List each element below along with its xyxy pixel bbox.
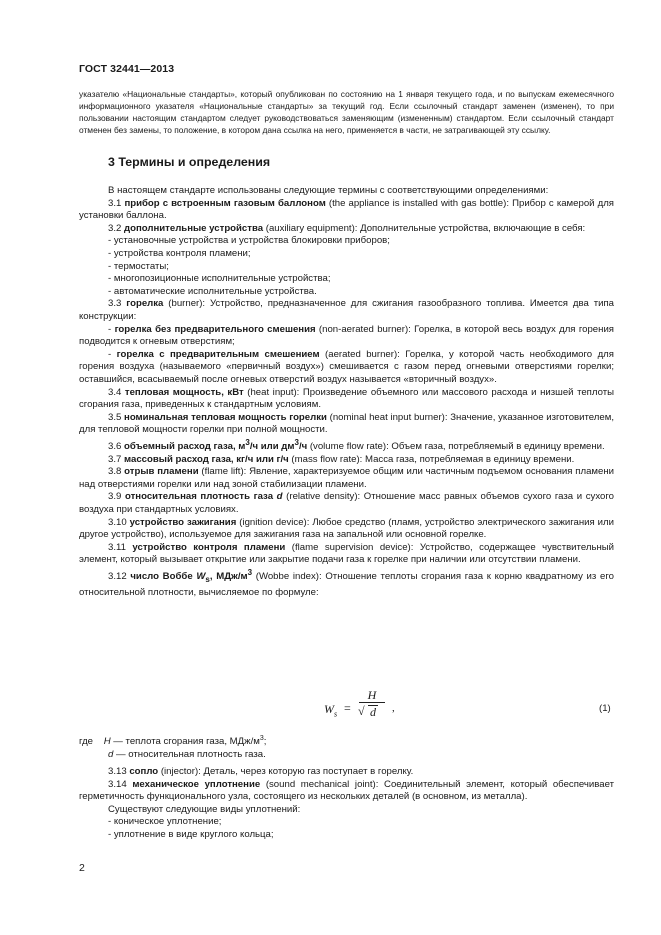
terms-lead: В настоящем стандарте использованы следующие термины с соответствующими определениями: — [108, 185, 549, 196]
wobbe-formula: $W_s$ = H √ d , — [324, 688, 395, 719]
sqrt-icon: √ — [358, 704, 365, 718]
page-number: 2 — [79, 862, 85, 874]
list-item: - устройства контроля пламени; — [108, 247, 251, 259]
list-item: - установочные устройства и устройства блокировки приборов; — [108, 235, 390, 247]
term-3-10: 3.10 устройство зажигания (ignition device): Любое средство (пламя, устройство электрического зажигания или другое устройство), используемое для зажигания газа на запальной или основной горелке. — [79, 516, 614, 541]
section-title: 3 Термины и определения — [108, 155, 271, 169]
where-block — [79, 733, 614, 761]
term-3-13: 3.13 сопло (injector): Деталь, через которую газ поступает в горелку. — [108, 766, 414, 777]
term-3-4: 3.4 тепловая мощность, кВт (heat input): Произведение объемного или массового расхода и низшей теплоты сгорания газа, приведенных к стандартным условиям. — [79, 386, 615, 411]
term-3-2: 3.2 дополнительные устройства (auxiliary equipment): Дополнительные устройства, включающие в себя: — [108, 222, 586, 234]
where-d: d — относительная плотность газа. — [108, 748, 266, 760]
formula-fraction — [356, 688, 388, 719]
seals-lead: Существуют следующие виды уплотнений: — [108, 803, 301, 815]
term-3-11: 3.11 устройство контроля пламени (flame supervision device): Устройство, содержащее чувствительный элемент, который вызывает открытие или закрытие подачи газа к горелке при наличии или отсутствии пламени. — [79, 541, 614, 566]
list-item: - автоматические исполнительные устройства. — [108, 285, 317, 297]
list-item: - коническое уплотнение; — [108, 816, 222, 828]
where-h: где H — теплота сгорания газа, МДж/$м^3$; — [79, 735, 267, 748]
term-3-7: 3.7 массовый расход газа, кг/ч или г/ч (mass flow rate): Масса газа, потребляемая в единицу времени. — [108, 453, 575, 465]
formula-denominator: √ d — [358, 704, 376, 719]
intro-paragraph: указателю «Национальные стандарты», который опубликован по состоянию на 1 января текущего года, и по выпускам ежемесячного информационного указателя «Национальные стандарты» за текущий год. Если ссылочный стандарт заменен (изменен), то при пользовании настоящим стандартом следует руководствоваться заменяющим (измененным) стандартом. Если ссылочный стандарт отменен без замены, то положение, в котором дана ссылка на него, применяется в части, не затрагивающей эту ссылку. — [79, 89, 614, 135]
formula-numerator: H — [367, 688, 377, 702]
formula-number: (1) — [599, 703, 611, 714]
term-3-6: 3.6 объемный расход газа, $м^3/ч$ или $дм^3/ч$ (volume flow rate): Объем газа, потребляемый в единицу времени. — [108, 437, 605, 453]
terms-body — [79, 185, 614, 599]
formula-equals: = — [344, 701, 351, 715]
term-3-8: 3.8 отрыв пламени (flame lift): Явление, характеризуемое общим или частичным подъемом основания пламени над отверстиями горелки или над зоной стабилизации пламени. — [79, 466, 614, 490]
term-3-5: 3.5 номинальная тепловая мощность горелки (nominal heat input burner): Значение, указанное изготовителем, для тепловой мощности горелки при полной мощности. — [79, 411, 614, 436]
term-3-1: 3.1 прибор с встроенным газовым баллоном (the appliance is installed with gas bottle): Прибор с камерой для установки баллона. — [79, 197, 614, 222]
document-header: ГОСТ 32441—2013 — [79, 63, 175, 75]
term-3-14: 3.14 механическое уплотнение (sound mechanical joint): Соединительный элемент, который обеспечивает герметичность функционального узла, состоящего из нескольких деталей (в основном, из металла). — [79, 778, 615, 803]
term-3-3: 3.3 горелка (burner): Устройство, предназначенное для сжигания газообразного топлива. Имеется два типа конструкции: — [79, 298, 614, 322]
terms-body-2 — [79, 766, 614, 842]
term-3-9: 3.9 относительная плотность газа d (relative density): Отношение масс равных объемов сухого газа и сухого воздуха при стандартных условиях. — [79, 491, 614, 516]
term-3-3-b: - горелка с предварительным смешением (aerated burner): Горелка, у которой часть необходимого для горения воздуха (называемого «первичный воздух») смешивается с газом перед огневыми отверстиями горелки; оставшийся, всасываемый после огневых отверстий воздух называется «вторичный воздух». — [79, 348, 614, 385]
formula-lhs: $W_s$ — [324, 702, 338, 719]
list-item: - термостаты; — [108, 260, 169, 272]
term-3-12: 3.12 число Воббе $W_s$, МДж/$м^3$ (Wobbe index): Отношение теплоты сгорания газа к корню квадратному из его относительной плотности, вычисляемое по формуле: — [79, 568, 614, 598]
list-item: - уплотнение в виде круглого кольца; — [108, 828, 274, 840]
list-item: - многопозиционные исполнительные устройства; — [108, 273, 331, 285]
term-3-3-a: - горелка без предварительного смешения (non-aerated burner): Горелка, в которой весь воздух для горения подводится к огневым отверстиям; — [79, 323, 614, 348]
